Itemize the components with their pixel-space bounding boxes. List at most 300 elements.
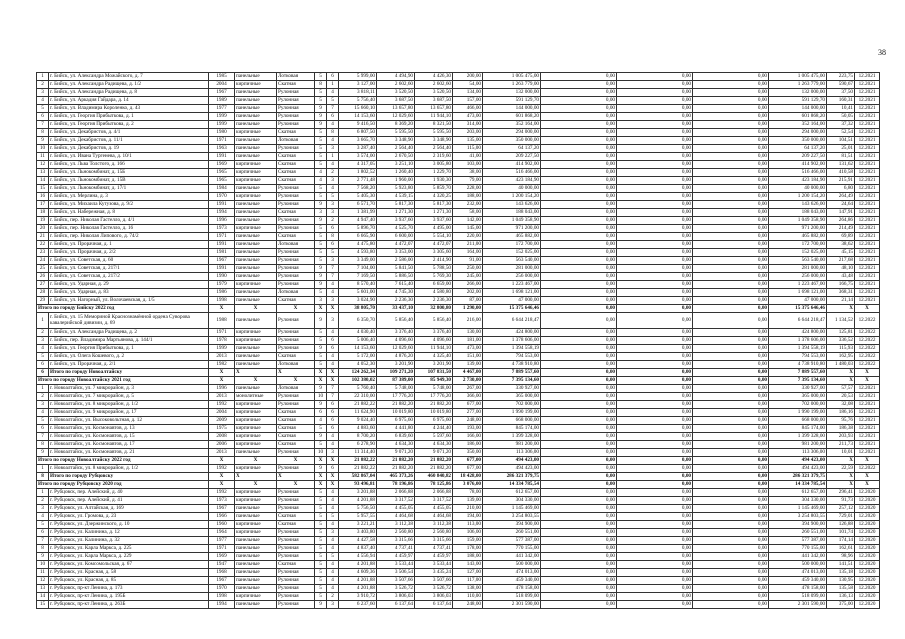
table-cell: 0,00	[693, 113, 769, 121]
table-cell: 3 520,50	[377, 89, 415, 97]
table-cell: 591 129,70	[483, 97, 541, 105]
table-cell: 5	[327, 513, 339, 521]
table-cell: 106,00	[453, 529, 483, 537]
table-cell: 4 325,40	[415, 353, 453, 361]
table-cell: 3 221,21	[339, 521, 377, 529]
table-cell: 4 030,40	[339, 329, 377, 337]
table-cell: 414 902,00	[483, 161, 541, 169]
table-cell: 95,76	[827, 417, 855, 425]
table-cell: 124 262,34	[339, 369, 377, 377]
table-cell: 14 334 785,54	[483, 481, 541, 489]
table-cell: 394 900,00	[769, 521, 827, 529]
table-cell: 1 802,52	[339, 169, 377, 177]
table-cell: 4	[315, 169, 327, 177]
table-cell: 0,00	[541, 89, 617, 97]
table-cell: 5 856,40	[377, 313, 415, 329]
table-cell: 1967	[209, 257, 235, 265]
table-cell: 3 806,03	[415, 593, 453, 601]
table-cell: 3 112,38	[377, 521, 415, 529]
table-cell: 1	[37, 385, 49, 393]
table-cell: 110,00	[453, 593, 483, 601]
table-row	[37, 513, 880, 521]
table-cell: 1 378 606,00	[483, 337, 541, 345]
table-cell: 139,00	[453, 361, 483, 369]
table-cell: г. Рубцовск, пер. Алейский, д. 41	[49, 497, 209, 505]
table-cell: 5 817,30	[415, 201, 453, 209]
table-cell: 1966	[209, 513, 235, 521]
table-cell: Рулонная	[277, 393, 315, 401]
table-cell: г. Бийск, ул. Ивана Тургенева, д. 10/1	[49, 153, 209, 161]
table-cell: 845 174,00	[483, 425, 541, 433]
table-cell: 203,93	[827, 433, 855, 441]
table-cell: 9 071,20	[377, 449, 415, 457]
table-cell: 0,00	[617, 225, 693, 233]
table-cell: 5	[315, 145, 327, 153]
table-cell: 12.2022	[855, 337, 880, 345]
table-cell: Рулонная	[277, 145, 315, 153]
table-cell: X	[855, 457, 880, 465]
table-cell: 601 868,20	[483, 113, 541, 121]
table-cell: 1 960,00	[377, 177, 415, 185]
table-cell: 10	[315, 449, 327, 457]
table-cell: 0,00	[541, 585, 617, 593]
table-cell: Рулонная	[277, 569, 315, 577]
table-cell: 281 000,00	[769, 265, 827, 273]
table-cell: 9	[315, 281, 327, 289]
table-cell: 5	[315, 161, 327, 169]
table-cell: 304 330,00	[483, 497, 541, 505]
table-cell: 3	[327, 257, 339, 265]
table-row	[37, 305, 880, 313]
table-cell: 215,91	[827, 177, 855, 185]
table-cell: 5	[315, 153, 327, 161]
table-cell: 21 882,20	[415, 401, 453, 409]
table-cell: 41,00	[453, 153, 483, 161]
table-cell: 10,41	[827, 105, 855, 113]
table-cell: 1 200 154,20	[769, 193, 827, 201]
table-cell: 12.2022	[855, 345, 880, 353]
table-cell: 5	[315, 529, 327, 537]
table-cell: 0,00	[617, 401, 693, 409]
table-cell: 0,00	[693, 161, 769, 169]
table-cell: 10 019,80	[377, 409, 415, 417]
table-row	[37, 601, 880, 609]
table-cell: Рулонная	[277, 489, 315, 497]
table-row	[37, 217, 880, 225]
table-cell: 1996	[209, 217, 235, 225]
table-cell: 1992	[209, 401, 235, 409]
table-cell: 178,00	[453, 545, 483, 553]
table-cell: 202,00	[453, 289, 483, 297]
table-cell: 1977	[209, 537, 235, 545]
table-cell: X	[209, 457, 235, 465]
table-cell: 4 427,58	[339, 537, 377, 545]
table-cell: 12.2021	[855, 153, 880, 161]
table-cell: 138,00	[453, 585, 483, 593]
table-cell: 0,00	[693, 105, 769, 113]
table-cell: 1	[37, 465, 49, 473]
table-cell: X	[327, 481, 339, 489]
table-cell: 0,00	[617, 457, 693, 465]
table-cell: 6	[327, 337, 339, 345]
table-cell: 0,00	[617, 489, 693, 497]
table-cell: 21 882,20	[377, 457, 415, 465]
table-cell: 6	[327, 401, 339, 409]
table-cell: 0,00	[541, 265, 617, 273]
table-cell: 136,13	[827, 593, 855, 601]
table-cell: 1 263 779,00	[483, 81, 541, 89]
table-cell: 12.2022	[855, 361, 880, 369]
table-cell: 3	[315, 209, 327, 217]
table-cell: 677,00	[453, 401, 483, 409]
table-cell: кирпичные	[235, 129, 277, 137]
table-cell: 186,38	[827, 425, 855, 433]
table-cell: 13 657,80	[415, 105, 453, 113]
table-cell: 4 455,05	[377, 505, 415, 513]
table-row	[37, 137, 880, 145]
table-cell: 4	[327, 361, 339, 369]
table-cell: 209 227,50	[483, 153, 541, 161]
table-cell: 0,00	[693, 529, 769, 537]
table-cell: 4 947,40	[339, 217, 377, 225]
table-cell: г. Бийск, ул. Льва Толстого, д. 166	[49, 161, 209, 169]
table-cell: 4 883,60	[339, 425, 377, 433]
table-cell: 4	[315, 177, 327, 185]
table-cell: 3 317,52	[415, 497, 453, 505]
table-cell: панельные	[235, 449, 277, 457]
table-cell: г. Бийск, ул. Декабристов, д. 4/1	[49, 129, 209, 137]
table-cell: кирпичные	[235, 497, 277, 505]
table-cell: 6 665,90	[339, 233, 377, 241]
table-cell: 2	[37, 497, 49, 505]
table-cell: 143 626,00	[483, 201, 541, 209]
table-cell: 5 756,50	[339, 505, 377, 513]
table-cell: 366,00	[453, 393, 483, 401]
table-cell: 0,00	[693, 369, 769, 377]
table-cell: 0,00	[617, 97, 693, 105]
table-cell: Рулонная	[277, 217, 315, 225]
table-cell: 0,00	[617, 465, 693, 473]
table-cell: 0,00	[617, 481, 693, 489]
table-cell: 174,14	[827, 537, 855, 545]
table-cell: 12.2022	[855, 313, 880, 329]
table-cell: г. Бийск, ул. Прорачная, д. 1	[49, 241, 209, 249]
table-cell: 0,00	[693, 393, 769, 401]
table-cell: 1 271,30	[415, 209, 453, 217]
table-cell: 5	[315, 561, 327, 569]
table-row	[37, 265, 880, 273]
table-cell: 3 201,90	[415, 361, 453, 369]
table-row	[37, 441, 880, 449]
table-cell: 135,58	[827, 585, 855, 593]
table-cell: 6 644 218,47	[483, 313, 541, 329]
table-cell: 314,00	[453, 121, 483, 129]
table-cell: 5 760,40	[339, 385, 377, 393]
table-cell: 2 319,60	[415, 153, 453, 161]
table-cell: панельные	[235, 233, 277, 241]
table-cell: 612 657,00	[483, 489, 541, 497]
table-cell: 577 387,00	[769, 537, 827, 545]
table-cell: 0,00	[541, 401, 617, 409]
table-cell: 200,00	[453, 73, 483, 81]
table-cell: 0,00	[541, 393, 617, 401]
table-cell: 1979	[209, 281, 235, 289]
table-cell: 5 817,30	[377, 201, 415, 209]
table-cell: г. Бийск, ул. Михаила Кутузова, д. 9/2	[49, 201, 209, 209]
table-cell: Скатная	[277, 561, 315, 569]
table-cell: 3	[327, 313, 339, 329]
table-cell: 0,00	[541, 97, 617, 105]
table-cell: 0,00	[541, 201, 617, 209]
table-cell: 12.2021	[855, 97, 880, 105]
table-cell: 211,73	[827, 441, 855, 449]
table-cell: кирпичные	[235, 81, 277, 89]
table-cell: 1985	[209, 73, 235, 81]
table-cell: 172 700,00	[483, 241, 541, 249]
table-cell: 1998	[209, 593, 235, 601]
table-cell: 0,00	[541, 521, 617, 529]
table-cell: 126,88	[827, 521, 855, 529]
table-cell: 1978	[209, 337, 235, 345]
table-cell: 3 201,90	[377, 361, 415, 369]
table-cell: 12.2020	[855, 561, 880, 569]
table-cell: г. Бийск, ул. Ударная, д. 29	[49, 281, 209, 289]
table-cell: 4	[327, 281, 339, 289]
table-cell: 159,00	[453, 537, 483, 545]
table-row	[37, 153, 880, 161]
table-row	[37, 553, 880, 561]
table-cell: 40 000,00	[769, 185, 827, 193]
table-cell: 132 000,00	[483, 89, 541, 97]
table-cell: 3	[327, 201, 339, 209]
table-cell: 12.2021	[855, 137, 880, 145]
table-cell: 12.2021	[855, 385, 880, 393]
table-cell: 0,00	[617, 385, 693, 393]
table-cell: г. Бийск, ул. Советская, д. 217/1	[49, 265, 209, 273]
table-cell: 260 551,00	[769, 529, 827, 537]
table-cell: 0,00	[693, 585, 769, 593]
table-cell: 459 340,00	[483, 577, 541, 585]
table-cell: г. Новоалтайск, ул. Космонавтов, д. 21	[49, 449, 209, 457]
table-cell: 17 776,20	[377, 393, 415, 401]
table-cell: 0,00	[541, 425, 617, 433]
table-cell: 4 201,88	[339, 497, 377, 505]
table-cell: 336,52	[827, 337, 855, 345]
table-cell: 1	[37, 313, 49, 329]
table-cell: 441 342,00	[769, 553, 827, 561]
table-cell: 0,00	[617, 569, 693, 577]
table-cell: 144 000,00	[483, 105, 541, 113]
table-cell: 7	[327, 105, 339, 113]
table-cell: 9	[37, 449, 49, 457]
table-cell: 47 000,00	[483, 297, 541, 305]
table-row	[37, 473, 880, 481]
table-cell: 12.2020	[855, 537, 880, 545]
table-cell: 0,00	[617, 217, 693, 225]
table-cell: 0,00	[693, 241, 769, 249]
table-cell: 12.2021	[855, 233, 880, 241]
table-cell: 5	[315, 505, 327, 513]
table-cell: панельные	[235, 577, 277, 585]
table-cell: 12.2021	[855, 145, 880, 153]
table-cell: 0,00	[541, 129, 617, 137]
table-cell: Лотковая	[277, 137, 315, 145]
table-cell: 3 533,44	[377, 561, 415, 569]
table-cell: 4	[327, 545, 339, 553]
table-cell: Рулонная	[277, 257, 315, 265]
table-cell: 2 730,00	[453, 377, 483, 385]
table-cell: 0,00	[541, 193, 617, 201]
table-cell: 6	[327, 417, 339, 425]
table-cell: 0,00	[693, 345, 769, 353]
table-cell: 0,00	[693, 441, 769, 449]
table-cell: кирпичные	[235, 225, 277, 233]
table-cell: 845 174,00	[769, 425, 827, 433]
table-cell: 1994	[209, 601, 235, 609]
table-cell: панельные	[235, 289, 277, 297]
table-cell: 4 475,80	[339, 241, 377, 249]
table-cell: Скатная	[277, 233, 315, 241]
table-cell: кирпичные	[235, 281, 277, 289]
table-cell: 4 472,07	[415, 241, 453, 249]
table-cell: 0,00	[693, 505, 769, 513]
table-cell: 12.2021	[855, 169, 880, 177]
table-cell: 0,00	[541, 81, 617, 89]
table-cell: X	[277, 473, 315, 481]
table-cell: 12.2020	[855, 513, 880, 521]
table-cell: 33 437,10	[377, 305, 415, 313]
table-cell: X	[855, 473, 880, 481]
table-row	[37, 209, 880, 217]
table-cell: 1992	[209, 465, 235, 473]
table-cell: 2 236,30	[377, 297, 415, 305]
table-cell: 0,00	[541, 177, 617, 185]
table-cell: Рулонная	[277, 281, 315, 289]
table-cell: г. Бийск, ул. Александра Радищева, д. 8	[49, 89, 209, 97]
table-cell: 245,00	[453, 273, 483, 281]
table-cell: X	[209, 305, 235, 313]
table-cell: 3 687,50	[415, 97, 453, 105]
table-cell: 0,00	[693, 289, 769, 297]
table-row	[37, 489, 880, 497]
table-cell: 4 244,40	[415, 425, 453, 433]
table-cell: 12.2022	[855, 465, 880, 473]
table-cell: 8	[327, 129, 339, 137]
table-cell: 2006	[209, 441, 235, 449]
table-cell: X	[277, 481, 315, 489]
table-cell: 3 937,60	[415, 217, 453, 225]
table-cell: 47 000,00	[769, 297, 827, 305]
table-cell: 8	[37, 473, 49, 481]
table-cell: 0,00	[617, 161, 693, 169]
table-cell: 0,00	[693, 209, 769, 217]
table-cell: 20,53	[827, 393, 855, 401]
table-cell: Рулонная	[277, 337, 315, 345]
table-cell: X	[277, 457, 315, 465]
table-cell: 157,00	[453, 97, 483, 105]
table-cell: 12.2021	[855, 81, 880, 89]
table-cell: 1 229,70	[415, 169, 453, 177]
table-cell: 0,00	[693, 513, 769, 521]
table-cell: 24,64	[827, 201, 855, 209]
table-cell: Лотковая	[277, 361, 315, 369]
table-cell: 193,00	[453, 425, 483, 433]
table-cell: 0,00	[541, 185, 617, 193]
table-row	[37, 177, 880, 185]
table-cell: 1970	[209, 585, 235, 593]
table-cell: 1 378 606,00	[769, 337, 827, 345]
table-cell: 1999	[209, 113, 235, 121]
table-cell: 21 882,22	[339, 401, 377, 409]
table-cell: X	[327, 473, 339, 481]
table-cell: 971 200,00	[769, 225, 827, 233]
table-cell: 11	[37, 569, 49, 577]
table-cell: 142,00	[453, 217, 483, 225]
table-cell: 9	[315, 401, 327, 409]
table-cell: панельные	[235, 97, 277, 105]
table-cell: 0,00	[617, 353, 693, 361]
table-cell: 9 416,50	[339, 121, 377, 129]
table-cell: 3	[327, 297, 339, 305]
table-cell: г. Бийск, ул. Набережная, д. 8	[49, 209, 209, 217]
table-cell: панельные	[235, 553, 277, 561]
table-cell: 15 375 646,46	[769, 305, 827, 313]
table-cell: 4	[327, 441, 339, 449]
table-cell: 5 957,55	[339, 513, 377, 521]
table-cell: Рулонная	[277, 185, 315, 193]
table-cell: Рулонная	[277, 313, 315, 329]
table-cell: 5	[315, 361, 327, 369]
table-cell: панельные	[235, 153, 277, 161]
table-cell: Лотковая	[277, 289, 315, 297]
table-cell: 4 609,36	[339, 569, 377, 577]
table-row	[37, 249, 880, 257]
table-cell: 64 137,20	[483, 145, 541, 153]
table-cell: 1982	[209, 361, 235, 369]
table-row	[37, 289, 880, 297]
table-cell: 69,89	[827, 233, 855, 241]
table-cell: 794 553,00	[483, 353, 541, 361]
table-cell: 2 670,50	[377, 153, 415, 161]
table-cell: Рулонная	[277, 553, 315, 561]
table-cell: 2 066,88	[377, 489, 415, 497]
table-cell: 4 472,07	[377, 241, 415, 249]
table-cell: 4	[315, 417, 327, 425]
table-cell: 5	[315, 585, 327, 593]
table-cell: 1960	[209, 521, 235, 529]
table-cell: X	[827, 305, 855, 313]
table-cell: 0,00	[617, 153, 693, 161]
table-cell: 3 201,88	[339, 489, 377, 497]
table-cell: 1 260,40	[377, 169, 415, 177]
table-cell: 12.2022	[855, 329, 880, 337]
table-cell: 294 000,00	[769, 129, 827, 137]
table-cell: 0,00	[617, 433, 693, 441]
table-cell: 0,00	[617, 233, 693, 241]
table-cell: 516 466,00	[769, 169, 827, 177]
table-cell: 0,00	[617, 577, 693, 585]
table-cell: 21 882,20	[415, 457, 453, 465]
table-cell: 0,00	[693, 305, 769, 313]
table-cell: 4 201,88	[339, 585, 377, 593]
table-cell: 79,00	[453, 177, 483, 185]
table-cell: 21 882,20	[377, 465, 415, 473]
table-cell: 410,58	[827, 169, 855, 177]
table-cell: 1 134,52	[827, 313, 855, 329]
table-cell: панельные	[235, 273, 277, 281]
table-cell: Рулонная	[277, 601, 315, 609]
table-cell: 10 019,80	[415, 409, 453, 417]
